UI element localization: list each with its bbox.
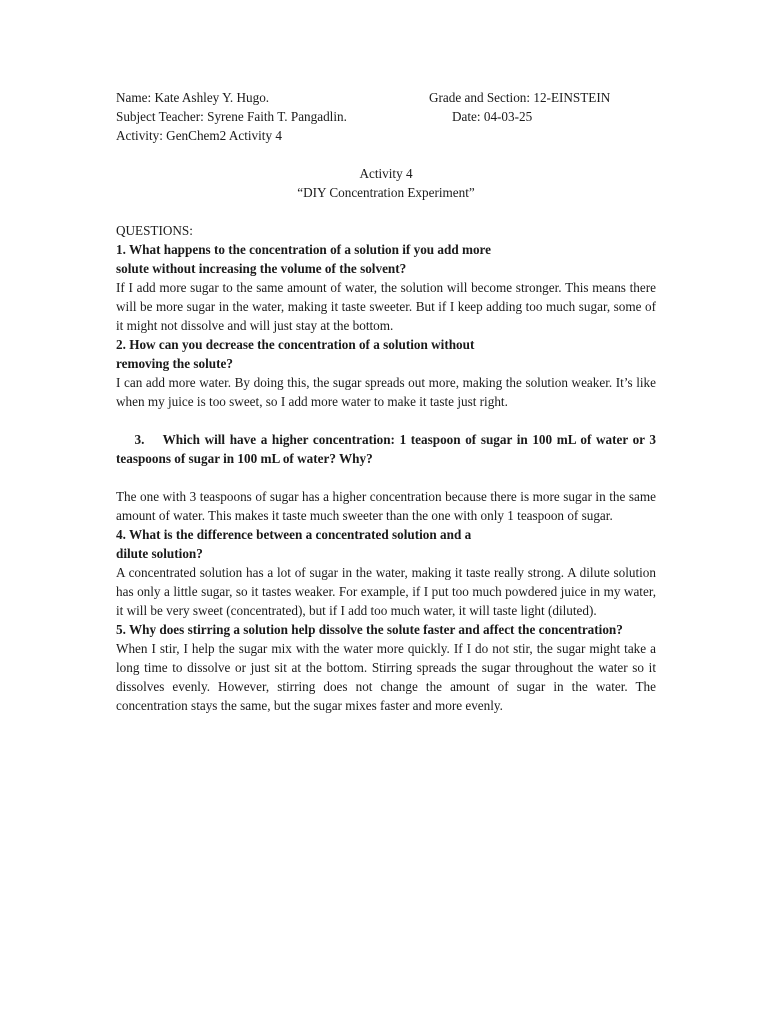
question-2-line-1: 2. How can you decrease the concentration of a solution without: [116, 337, 475, 352]
answer-2: I can add more water. By doing this, the sugar spreads out more, making the solution weaker. It’s like when my juice is too sweet, so I add more water to make it taste just right.: [116, 375, 656, 409]
question-5-text: 5. Why does stirring a solution help dissolve the solute faster and affect the concentration?: [116, 622, 623, 637]
question-2-line-2: removing the solute?: [116, 356, 233, 371]
activity-label: Activity: GenChem2 Activity 4: [116, 128, 282, 143]
question-1-line-2: solute without increasing the volume of the solvent?: [116, 261, 407, 276]
question-3-text: 3. Which will have a higher concentration: 1 teaspoon of sugar in 100 mL of water or 3 teaspoons of sugar in 100 mL of water? Why?: [116, 432, 660, 466]
header-row-2: [116, 107, 656, 126]
title-block: [116, 164, 656, 202]
title-line-2: “DIY Concentration Experiment”: [297, 185, 475, 200]
answer-1: If I add more sugar to the same amount of water, the solution will become stronger. This means there will be more sugar in the water, making it taste sweeter. But if I keep adding too much sugar, some of it might not dissolve and will just stay at the bottom.: [116, 280, 656, 333]
question-4: [116, 525, 656, 563]
student-name: Name: Kate Ashley Y. Hugo.: [116, 90, 270, 105]
question-5: [116, 620, 656, 639]
answer-5: When I stir, I help the sugar mix with the water more quickly. If I do not stir, the sugar might take a long time to dissolve or just sit at the bottom. Stirring spreads the sugar throughout the water so it dissolves evenly. However, stirring does not change the amount of sugar in the water. The concentration stays the same, but the sugar mixes faster and more evenly.: [116, 641, 656, 713]
subject-teacher: Subject Teacher: Syrene Faith T. Pangadlin.: [116, 109, 347, 124]
document-page: [116, 88, 660, 715]
header-row-3: [116, 126, 656, 145]
header-row-1: [116, 88, 656, 107]
question-4-line-1: 4. What is the difference between a concentrated solution and a: [116, 527, 472, 542]
answer-4: A concentrated solution has a lot of sugar in the water, making it taste really strong. A dilute solution has only a little sugar, so it tastes weaker. For example, if I put too much powdered juice in my water, it will be very sweet (concentrated), but if I add too much water, it will taste light (diluted).: [116, 565, 656, 618]
title-line-1: Activity 4: [359, 166, 413, 181]
answer-3: The one with 3 teaspoons of sugar has a higher concentration because there is more sugar in the same amount of water. This makes it taste much sweeter than the one with only 1 teaspoon of sugar.: [116, 489, 656, 523]
question-1-line-1: 1. What happens to the concentration of a solution if you add more: [116, 242, 492, 257]
question-3: [116, 411, 660, 487]
question-2: [116, 335, 656, 373]
date: Date: 04-03-25: [452, 109, 533, 124]
questions-label: QUESTIONS:: [116, 223, 193, 238]
question-1: [116, 240, 656, 278]
question-4-line-2: dilute solution?: [116, 546, 203, 561]
grade-section: Grade and Section: 12-EINSTEIN: [429, 90, 611, 105]
